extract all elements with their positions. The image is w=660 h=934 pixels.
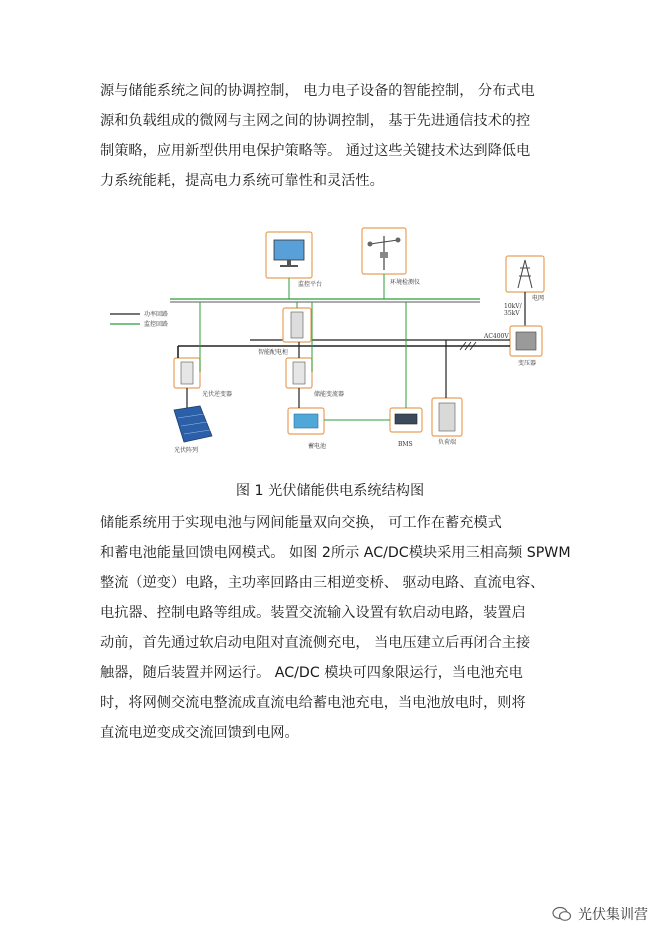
battery-icon	[294, 414, 318, 428]
monitor-platform-label: 监控平台	[298, 281, 323, 288]
cabinet-icon	[291, 312, 303, 338]
paragraph-1	[100, 76, 570, 196]
bms-label: BMS	[398, 441, 413, 448]
system-diagram	[100, 222, 560, 472]
pv-array	[174, 406, 212, 454]
env-monitor-label: 环境检测仪	[390, 279, 421, 286]
watermark-text: 光伏集训营	[578, 907, 648, 923]
text-line: 电抗器、控制电路等组成。装置交流输入设置有软启动电路，装置启	[100, 605, 526, 621]
legend-power-label: 功率回路	[144, 311, 169, 318]
pv-inverter	[174, 358, 232, 398]
battery	[288, 408, 326, 450]
monitor-platform	[266, 232, 322, 288]
watermark	[552, 904, 648, 924]
bms	[390, 408, 422, 448]
storage-converter-label: 储能变流器	[314, 391, 345, 398]
bms-icon	[395, 414, 417, 424]
text-line: 源与储能系统之间的协调控制， 电力电子设备的智能控制， 分布式电	[100, 83, 535, 99]
transformer-label: 变压器	[518, 360, 537, 367]
pv-array-label: 光伏阵列	[174, 447, 199, 454]
load-label: 负荷端	[438, 439, 457, 446]
text-line: 储能系统用于实现电池与网间能量双向交换， 可工作在蓄充模式	[100, 515, 502, 531]
text-line: 力系统能耗，提高电力系统可靠性和灵活性。	[100, 173, 384, 189]
load	[432, 398, 462, 446]
pv-inverter-label: 光伏逆变器	[202, 391, 233, 398]
battery-label: 蓄电池	[308, 443, 327, 450]
transformer	[510, 326, 542, 367]
voltage-label-1: 10kV/	[504, 303, 522, 310]
grid	[504, 256, 544, 317]
text-line: 制策略，应用新型供用电保护策略等。 通过这些关键技术达到降低电	[100, 143, 531, 159]
figure-caption: 图 1 光伏储能供电系统结构图	[235, 483, 425, 499]
smart-cabinet	[258, 308, 311, 356]
text-line: 源和负载组成的微网与主网之间的协调控制， 基于先进通信技术的控	[100, 113, 531, 129]
smart-cabinet-label: 智能配电柜	[258, 349, 289, 356]
paragraph-2	[100, 508, 570, 748]
wechat-icon	[552, 906, 572, 922]
monitor-icon	[274, 240, 304, 260]
inverter-icon	[181, 362, 193, 384]
converter-icon	[293, 362, 305, 384]
text-line: 和蓄电池能量回馈电网模式。 如图 2所示 AC/DC模块采用三相高频 SPWM	[100, 545, 571, 561]
voltage-label-2: 35kV	[504, 310, 520, 317]
transformer-icon	[516, 332, 536, 350]
legend-monitor-label: 监控回路	[144, 321, 169, 328]
ac400v-label: AC400V	[484, 333, 509, 340]
environment-monitor	[362, 228, 420, 286]
text-line: 触器，随后装置并网运行。 AC/DC 模块可四象限运行，当电池充电	[100, 665, 523, 681]
grid-label: 电网	[532, 295, 545, 302]
text-line: 时，将网侧交流电整流成直流电给蓄电池充电，当电池放电时，则将	[100, 695, 526, 711]
text-line: 直流电逆变成交流回馈到电网。	[100, 725, 299, 741]
building-icon	[439, 403, 455, 431]
text-line: 动前，首先通过软启动电阻对直流侧充电， 当电压建立后再闭合主接	[100, 635, 531, 651]
text-line: 整流（逆变）电路，主功率回路由三相逆变桥、 驱动电路、直流电容、	[100, 575, 545, 591]
storage-converter	[286, 358, 344, 398]
